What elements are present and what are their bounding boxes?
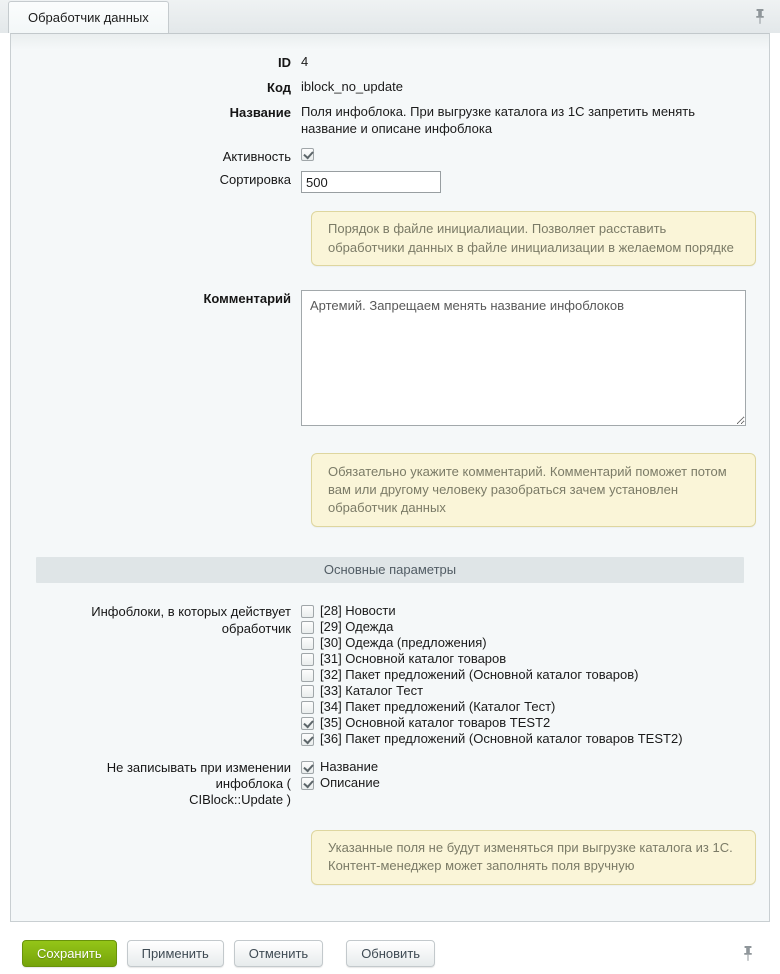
sort-note: Порядок в файле инициалиации. Позволяет расставить обработчики данных в файле инициализации в желаемом порядке (311, 211, 756, 265)
active-checkbox[interactable] (301, 148, 314, 161)
name-value: Поля инфоблока. При выгрузке каталога из 1С запретить менять название и описане инфоблока (301, 103, 696, 136)
no-update-label (36, 759, 301, 808)
tab-title: Обработчик данных (28, 10, 149, 25)
iblock-checkbox-item[interactable] (301, 731, 744, 747)
checkbox[interactable] (301, 669, 314, 682)
comment-label: Комментарий (203, 290, 291, 306)
id-label: ID (278, 55, 291, 70)
code-label: Код (267, 79, 291, 95)
checkbox-label: [28] Новости (320, 602, 396, 618)
pushpin-icon[interactable] (742, 945, 754, 962)
checkbox-label: [36] Пакет предложений (Основной каталог товаров TEST2) (320, 730, 683, 746)
no-update-note: Указанные поля не будут изменяться при выгрузке каталога из 1С. Контент-менеджер может заполнять поля вручную (311, 830, 756, 884)
checkbox[interactable] (301, 733, 314, 746)
checkbox-label: [32] Пакет предложений (Основной каталог товаров) (320, 666, 639, 682)
code-value: iblock_no_update (301, 78, 403, 94)
checkbox[interactable] (301, 701, 314, 714)
field-checkbox-item[interactable] (301, 759, 744, 775)
checkbox-label: [33] Каталог Тест (320, 682, 424, 698)
iblock-checkbox-item[interactable] (301, 651, 744, 667)
form-row-iblocks (36, 603, 744, 747)
form-row-active (36, 148, 744, 166)
checkbox-label: [29] Одежда (320, 618, 394, 634)
form-row-no-update (36, 759, 744, 808)
no-update-checkbox-list (301, 759, 744, 791)
field-checkbox-item[interactable] (301, 775, 744, 791)
checkbox-label: Описание (320, 774, 380, 790)
checkbox-label: [31] Основной каталог товаров (320, 650, 507, 666)
iblock-checkbox-item[interactable] (301, 635, 744, 651)
checkbox[interactable] (301, 685, 314, 698)
tab-data-handler[interactable] (8, 1, 169, 33)
tab-bar (0, 0, 780, 33)
iblock-checkbox-item[interactable] (301, 715, 744, 731)
iblocks-checkbox-list (301, 603, 744, 747)
apply-button[interactable]: Применить (127, 940, 224, 967)
cancel-button[interactable]: Отменить (234, 940, 323, 967)
checkbox[interactable] (301, 761, 314, 774)
form-row-code (36, 79, 744, 97)
checkbox[interactable] (301, 717, 314, 730)
no-update-label-line1: Не записывать при изменении инфоблока ( (106, 760, 291, 792)
buttons-bar (10, 934, 770, 974)
iblock-checkbox-item[interactable] (301, 603, 744, 619)
checkbox-label: [34] Пакет предложений (Каталог Тест) (320, 698, 556, 714)
sort-input[interactable] (301, 171, 441, 193)
checkbox-label: [35] Основной каталог товаров TEST2 (320, 714, 551, 730)
iblock-checkbox-item[interactable] (301, 667, 744, 683)
form-row-sort (36, 171, 744, 193)
no-update-label-line2: CIBlock::Update ) (189, 792, 291, 808)
sort-label: Сортировка (219, 172, 291, 188)
checkbox[interactable] (301, 777, 314, 790)
form-row-comment (36, 290, 744, 431)
checkbox[interactable] (301, 605, 314, 618)
active-label: Активность (222, 148, 291, 164)
save-button[interactable]: Сохранить (22, 940, 117, 967)
form-row-id (36, 54, 744, 72)
comment-textarea[interactable] (301, 290, 746, 426)
id-value: 4 (301, 54, 309, 69)
iblock-checkbox-item[interactable] (301, 699, 744, 715)
section-header-main-params: Основные параметры (36, 557, 744, 583)
iblocks-label: Инфоблоки, в которых действует обработчик (91, 604, 291, 637)
pushpin-icon[interactable] (754, 8, 766, 25)
iblock-checkbox-item[interactable] (301, 619, 744, 635)
refresh-button[interactable]: Обновить (346, 940, 435, 967)
checkbox[interactable] (301, 621, 314, 634)
checkbox[interactable] (301, 653, 314, 666)
name-label: Название (229, 104, 291, 120)
checkbox[interactable] (301, 637, 314, 650)
iblock-checkbox-item[interactable] (301, 683, 744, 699)
form-row-name (36, 104, 744, 138)
form-panel (10, 33, 770, 922)
comment-note: Обязательно укажите комментарий. Комментарий поможет потом вам или другому человеку разобраться зачем установлен обработчик данных (311, 453, 756, 528)
checkbox-label: [30] Одежда (предложения) (320, 634, 487, 650)
checkbox-label: Название (320, 758, 379, 774)
